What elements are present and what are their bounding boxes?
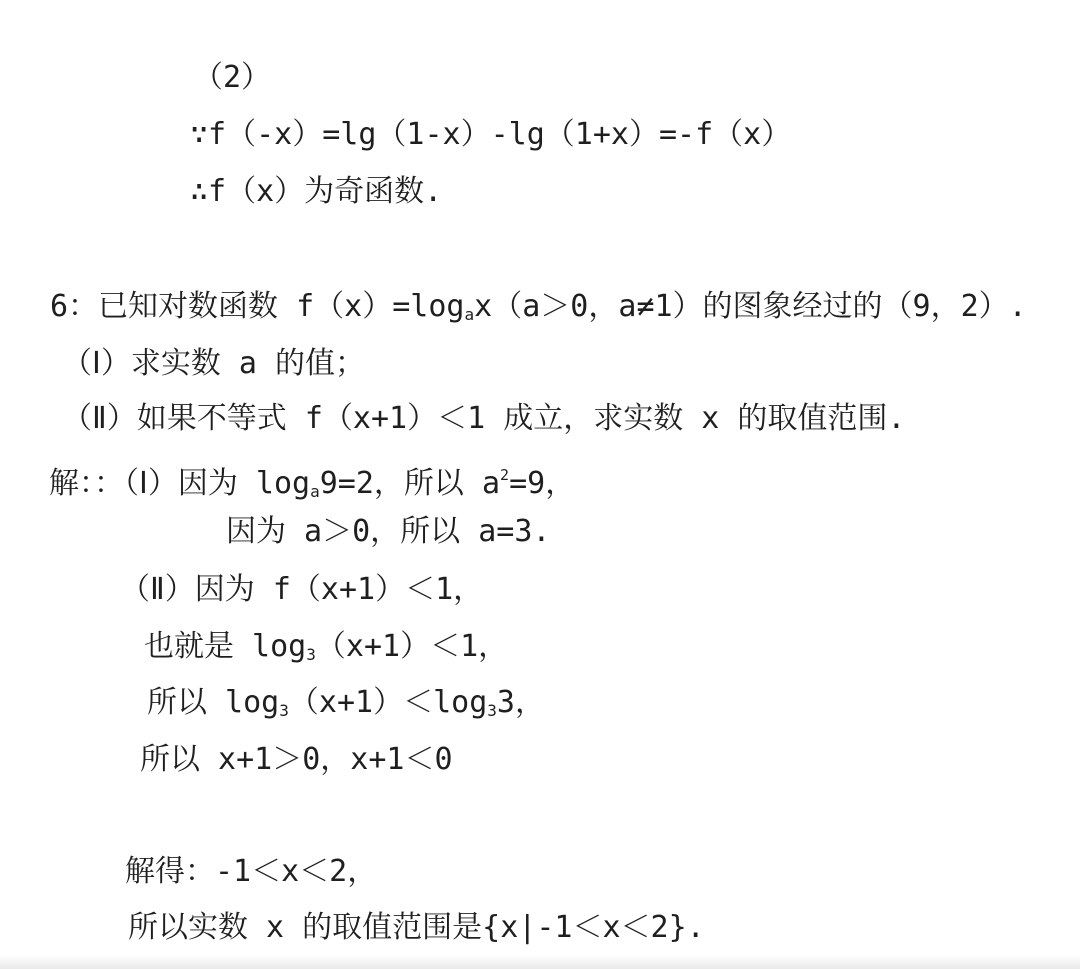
solution-part2-line5: 解得：-1＜x＜2， <box>125 854 378 889</box>
problem6-part1-question: （Ⅰ）求实数 a 的值； <box>62 346 366 381</box>
problem2-because-line: ∵f（-x）=lg（1-x）-lg（1+x）=-f（x） <box>190 117 792 152</box>
solution-part2-line4: 所以 x+1＞0，x+1＜0 <box>140 742 453 777</box>
solution-part2-line6: 所以实数 x 的取值范围是{x|-1＜x＜2}. <box>128 910 705 945</box>
problem6-part2-question: （Ⅱ）如果不等式 f（x+1）＜1 成立，求实数 x 的取值范围. <box>62 401 906 436</box>
problem6-statement: 6：已知对数函数 $f(x)=\log_ax(a>0$，a≠1）的图象经过的（9，2）. <box>50 289 1027 324</box>
solution-part2-line3: 所以 $\log_3(x+1)<\log_33$， <box>147 685 545 720</box>
solution-part1-line2: 因为 a＞0，所以 a=3. <box>226 514 551 549</box>
bottom-shade-strip <box>0 955 1080 969</box>
solution-part2-line1: （Ⅱ）因为 f（x+1）＜1， <box>120 572 484 607</box>
problem2-therefore-line: ∴f（x）为奇函数. <box>190 174 443 209</box>
problem2-part-label: （2） <box>193 60 272 95</box>
solution-part2-line2: 也就是 $\log_3(x+1)<1$， <box>144 629 509 664</box>
solution-part1-line1: 解：：（Ⅰ）因为 $\log_a9=2$，所以 $a^2=9$， <box>49 466 576 501</box>
